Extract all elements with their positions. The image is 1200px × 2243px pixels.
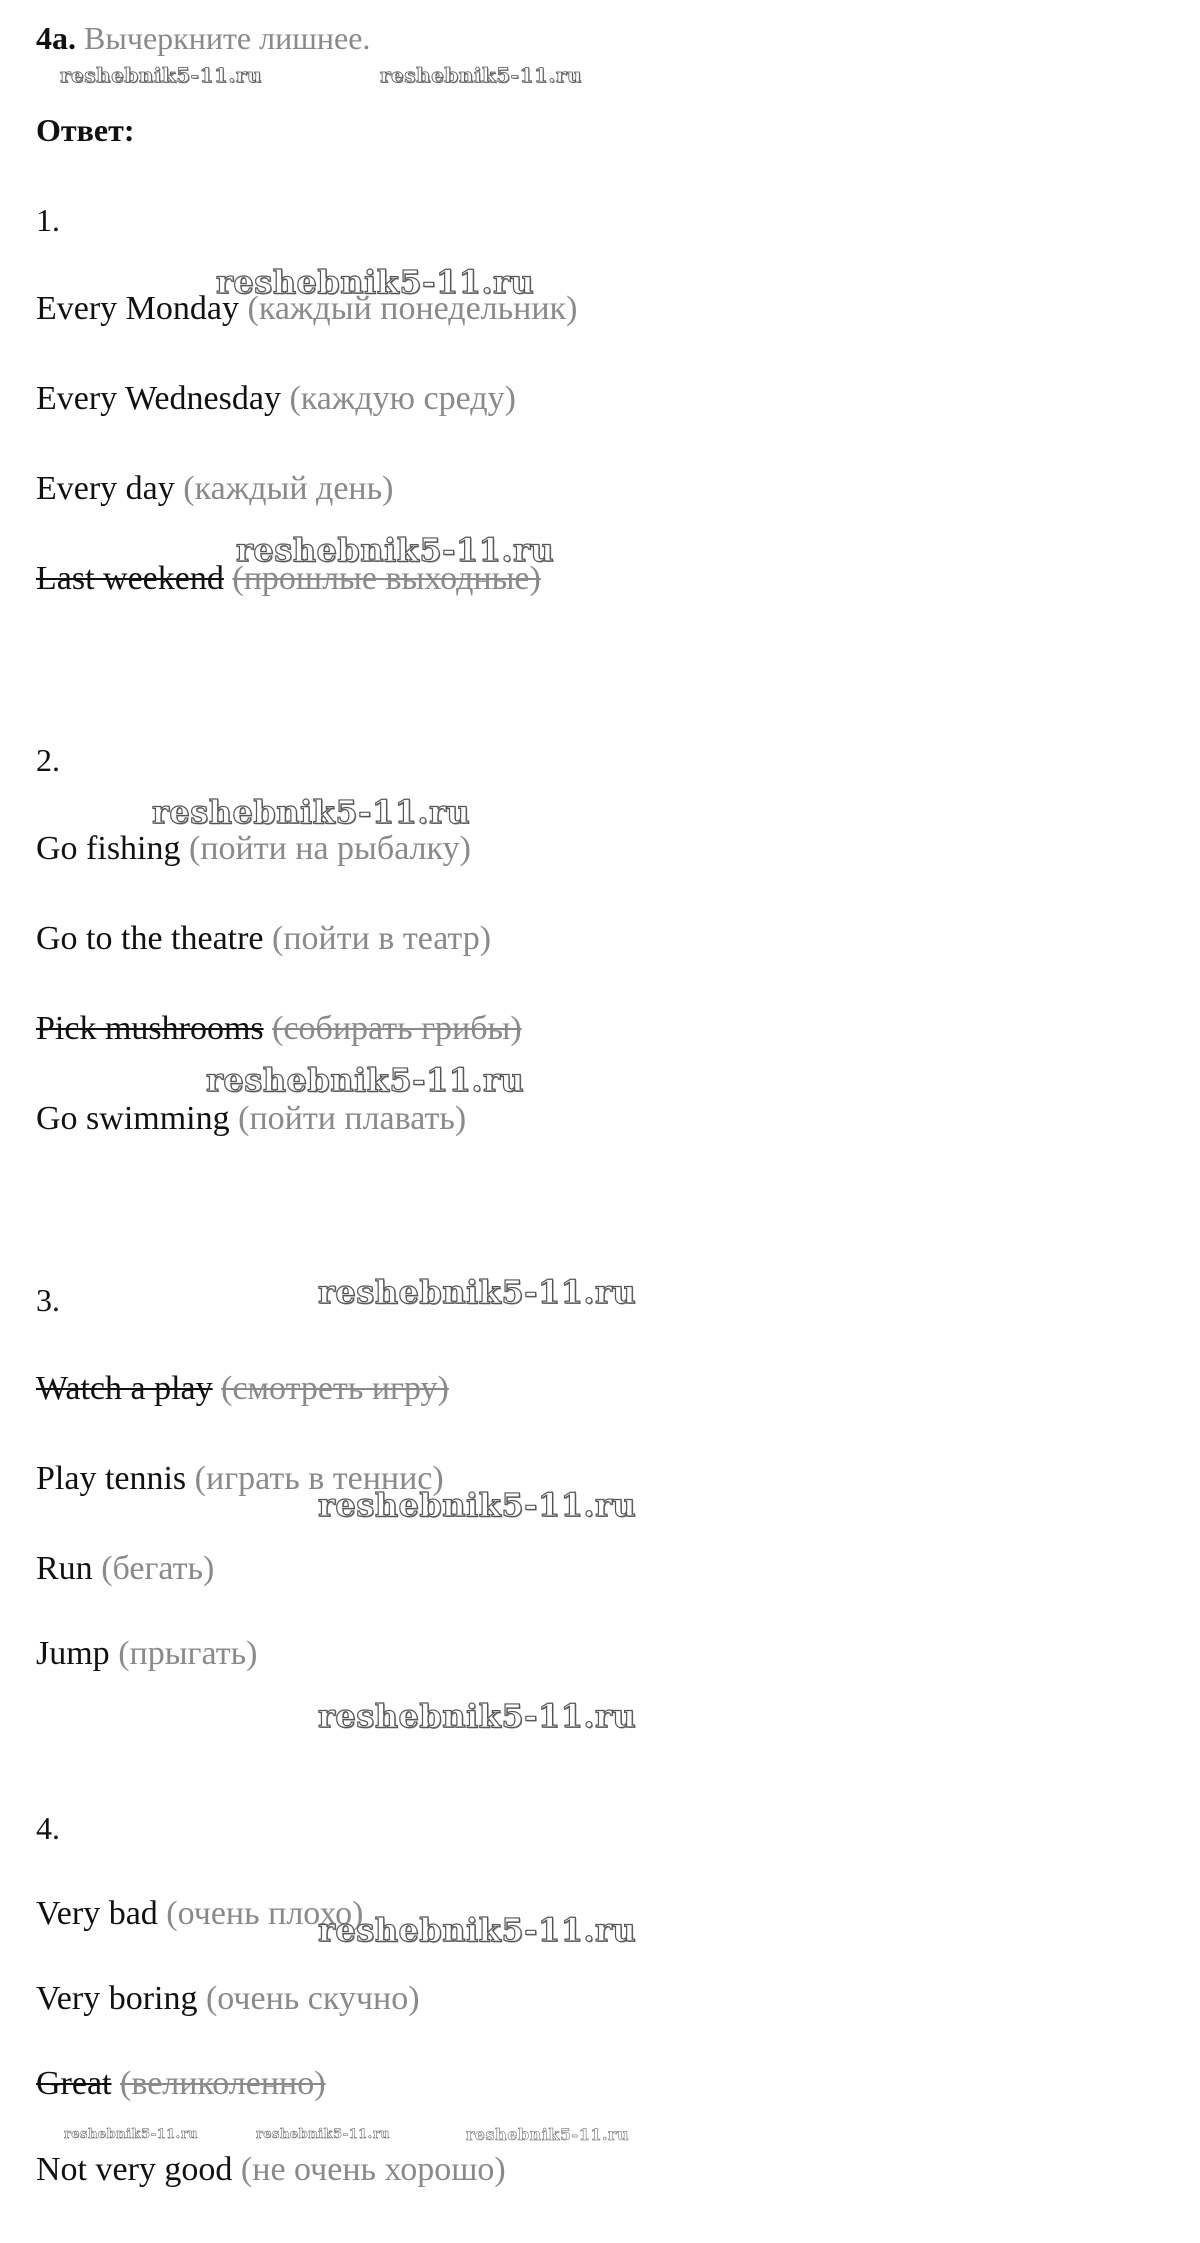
group-number: 2. (36, 742, 60, 778)
item-translation: (пойти плавать) (238, 1100, 467, 1137)
list-item-crossed (36, 1008, 522, 1050)
list-item (36, 468, 393, 510)
watermark: reshebnik5-11.ru (318, 1911, 637, 1949)
item-english: Go fishing (36, 830, 181, 867)
item-translation: (каждую среду) (289, 380, 516, 417)
item-english: Jump (36, 1635, 110, 1672)
watermark: reshebnik5-11.ru (64, 2127, 199, 2142)
item-translation: (очень плохо) (166, 1895, 364, 1932)
item-english: Go to the theatre (36, 920, 264, 957)
item-english: Go swimming (36, 1100, 230, 1137)
list-item (36, 378, 516, 420)
item-translation: (бегать) (101, 1550, 215, 1587)
task-instruction: Вычеркните лишнее. (84, 20, 371, 56)
item-translation: (пойти на рыбалку) (189, 830, 471, 867)
list-item-crossed (36, 1368, 449, 1410)
watermark: reshebnik5-11.ru (206, 1061, 525, 1099)
item-translation: (собирать грибы) (272, 1010, 522, 1047)
list-item (36, 2149, 506, 2191)
list-item (36, 1548, 214, 1590)
watermark: reshebnik5-11.ru (466, 2125, 630, 2144)
list-item (36, 918, 491, 960)
watermark: reshebnik5-11.ru (380, 63, 582, 87)
item-translation: (очень скучно) (205, 1980, 420, 2017)
group-number: 4. (36, 1810, 60, 1846)
item-english: Run (36, 1550, 93, 1587)
item-english: Great (36, 2065, 112, 2102)
watermark: reshebnik5-11.ru (318, 1486, 637, 1524)
watermark: reshebnik5-11.ru (256, 2127, 391, 2142)
group-number: 1. (36, 202, 60, 238)
item-translation: (каждый понедельник) (247, 290, 578, 327)
item-english: Play tennis (36, 1460, 187, 1497)
list-item (36, 828, 471, 870)
item-translation: (каждый день) (183, 470, 394, 507)
item-english: Every day (36, 470, 175, 507)
group-number: 3. (36, 1282, 60, 1318)
item-english: Very boring (36, 1980, 198, 2017)
watermark: reshebnik5-11.ru (318, 1697, 637, 1735)
item-translation: (играть в теннис) (194, 1460, 444, 1497)
list-item (36, 1893, 363, 1935)
list-item-crossed (36, 2063, 326, 2105)
watermark: reshebnik5-11.ru (236, 531, 555, 569)
item-translation: (великоленно) (120, 2065, 326, 2102)
item-english: Very bad (36, 1895, 158, 1932)
item-english: Not very good (36, 2151, 233, 2188)
item-english: Pick mushrooms (36, 1010, 264, 1047)
list-item (36, 1633, 257, 1675)
item-translation: (не очень хорошо) (240, 2151, 506, 2188)
item-english: Watch a play (36, 1370, 213, 1407)
watermark: reshebnik5-11.ru (216, 263, 535, 301)
watermark: reshebnik5-11.ru (318, 1273, 637, 1311)
item-translation: (пойти в театр) (272, 920, 492, 957)
item-english: Last weekend (36, 560, 224, 597)
task-title (36, 18, 370, 58)
watermark: reshebnik5-11.ru (60, 63, 262, 87)
answer-label: Ответ: (36, 112, 135, 148)
item-translation: (прошлые выходные) (232, 560, 541, 597)
task-number: 4a. (36, 20, 76, 56)
list-item (36, 1978, 420, 2020)
item-translation: (прыгать) (118, 1635, 258, 1672)
watermark: reshebnik5-11.ru (152, 793, 471, 831)
item-english: Every Wednesday (36, 380, 281, 417)
item-translation: (смотреть игру) (221, 1370, 449, 1407)
item-english: Every Monday (36, 290, 240, 327)
list-item (36, 1098, 466, 1140)
